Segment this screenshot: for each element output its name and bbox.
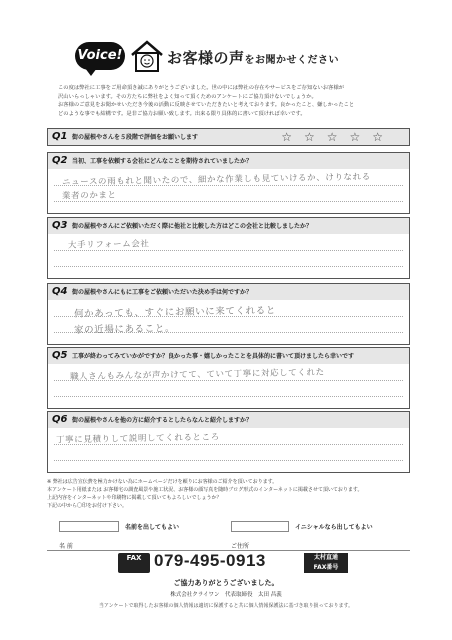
handwritten-answer: 家の近場にあること。 — [73, 323, 176, 336]
handwritten-answer: 大手リフォーム会社 — [67, 239, 150, 251]
question-header — [48, 412, 409, 428]
survey-header — [75, 38, 375, 78]
handwritten-answer: 職人さんもみんなが声かけてて、ていて丁寧に対応してくれた — [69, 367, 325, 383]
question-header — [48, 129, 409, 145]
question-3 — [47, 217, 410, 279]
intro-line: どのような事でも結構です。是非ご協力お願い致します。出来る限り具体的に書いて頂ければ幸いです。 — [58, 110, 306, 117]
fax-tag-line: FAX番号 — [313, 564, 339, 571]
answer-line — [54, 201, 403, 202]
fax-tag-line: 太村直通 — [313, 554, 338, 561]
question-header — [48, 348, 409, 364]
question-6 — [47, 411, 410, 473]
page-title — [167, 47, 339, 68]
fax-icon: FAX — [118, 553, 150, 573]
question-5 — [47, 347, 410, 409]
company-info: 株式会社クライワン 代表取締役 太田 昌義 — [170, 592, 282, 598]
voice-badge: Voice! — [75, 42, 125, 70]
fax-contact — [118, 551, 348, 575]
question-text: 街の屋根やさんにもに工事をご依頼いただいた決め手は何ですか？ — [72, 289, 253, 296]
answer-line — [54, 250, 403, 251]
thanks-text: ご協力ありがとうございました。 — [173, 579, 279, 587]
question-header — [48, 153, 409, 169]
house-icon — [129, 38, 165, 74]
question-header — [48, 218, 409, 234]
intro-line: お客様のご意見をお聞かせいただき今後の活動に反映させていただきたいと考えております。良かったこと、嫌しかったこと — [58, 102, 355, 109]
publish-consent-options — [47, 521, 410, 533]
handwritten-answer: 何かあっても、すぐにお願いに来てくれると — [73, 305, 277, 320]
fax-number: 079-495-0913 — [154, 551, 266, 570]
privacy-footnote: 当アンケートで取得したお客様の個人情報は適切に保護すると共に個人情報保護法に基づき取り扱っております。 — [98, 603, 354, 609]
consent-checkbox-initial[interactable] — [231, 521, 289, 532]
question-2 — [47, 152, 410, 214]
question-number: Q2 — [52, 155, 68, 166]
note-line: 下記の中から〇印をお付け下さい。 — [47, 503, 128, 509]
intro-text — [58, 84, 408, 118]
handwritten-answer: 丁寧に見積りして説明してくれるところ — [55, 432, 220, 446]
question-header — [48, 284, 409, 300]
title-main: お客様の声 — [167, 49, 245, 67]
question-4 — [47, 283, 410, 345]
intro-line: この度は弊社に工事をご用命頂き誠にありがとうございました。世の中には弊社の存在やサービスをご存知ないお客様が — [58, 85, 345, 91]
fax-tag — [304, 553, 348, 573]
consent-option-name: 名前を出してもよい — [125, 524, 180, 531]
rating-stars[interactable]: ☆☆☆☆☆ — [281, 130, 395, 144]
intro-line: 沢山いらっしゃいます。その方たちに弊社をよく知って頂くためのアンケートにご協力頂けないでしょうか。 — [58, 93, 317, 100]
handwritten-answer: 業者のかまと — [61, 190, 117, 202]
consent-notes — [47, 478, 410, 510]
question-number: Q1 — [52, 131, 68, 142]
question-text: 当初、工事を依頼する会社にどんなことを期待されていましたか？ — [72, 158, 253, 165]
question-number: Q4 — [52, 286, 68, 297]
question-text: 工事が終わってみていかがですか？良かった事・嬉しかったことを具体的に書いて頂けましたら幸いです — [72, 353, 354, 360]
question-number: Q5 — [52, 350, 68, 361]
note-line: ※ 弊社は広告宣伝費を極力かけない為にホームページだけを頼りにお客様のご紹介を頂いております。 — [47, 479, 278, 485]
consent-option-initial: イニシャルなら出してもよい — [295, 524, 373, 531]
consent-checkbox-name[interactable] — [59, 521, 119, 532]
note-line: 上記内容をインターネットや印刷物に掲載して頂いてもよろしいでしょうか？ — [47, 495, 222, 501]
question-text: 街の屋根やさんを他の方に紹介するとしたらなんと紹介しますか？ — [72, 417, 253, 424]
note-line: 本アンケート用紙または お客様宅の調査風景や施工状況、お客様の顔写真を随時ブログ形式のインターネットに掲載させて頂いております。 — [47, 487, 363, 493]
handwritten-answer: ニュースの雨もれと聞いたので、細かな作業しも見ていけるか、けりなれる — [61, 172, 371, 188]
answer-line — [54, 396, 403, 397]
customer-fields — [47, 537, 410, 551]
question-text: 街の屋根やさんにご依頼いただく際に他社と比較した方はどこの会社と比較しましたか？ — [72, 223, 313, 230]
question-number: Q6 — [52, 414, 68, 425]
name-label: 名 前 — [59, 543, 73, 550]
address-label: ご住所 — [231, 543, 250, 550]
answer-line — [54, 460, 403, 461]
question-number: Q3 — [52, 220, 68, 231]
question-1 — [47, 128, 410, 146]
title-sub: をお聞かせください — [244, 55, 340, 66]
answer-line — [54, 266, 403, 267]
question-text: 街の屋根やさんを５段階で評価をお願いします — [72, 134, 199, 141]
